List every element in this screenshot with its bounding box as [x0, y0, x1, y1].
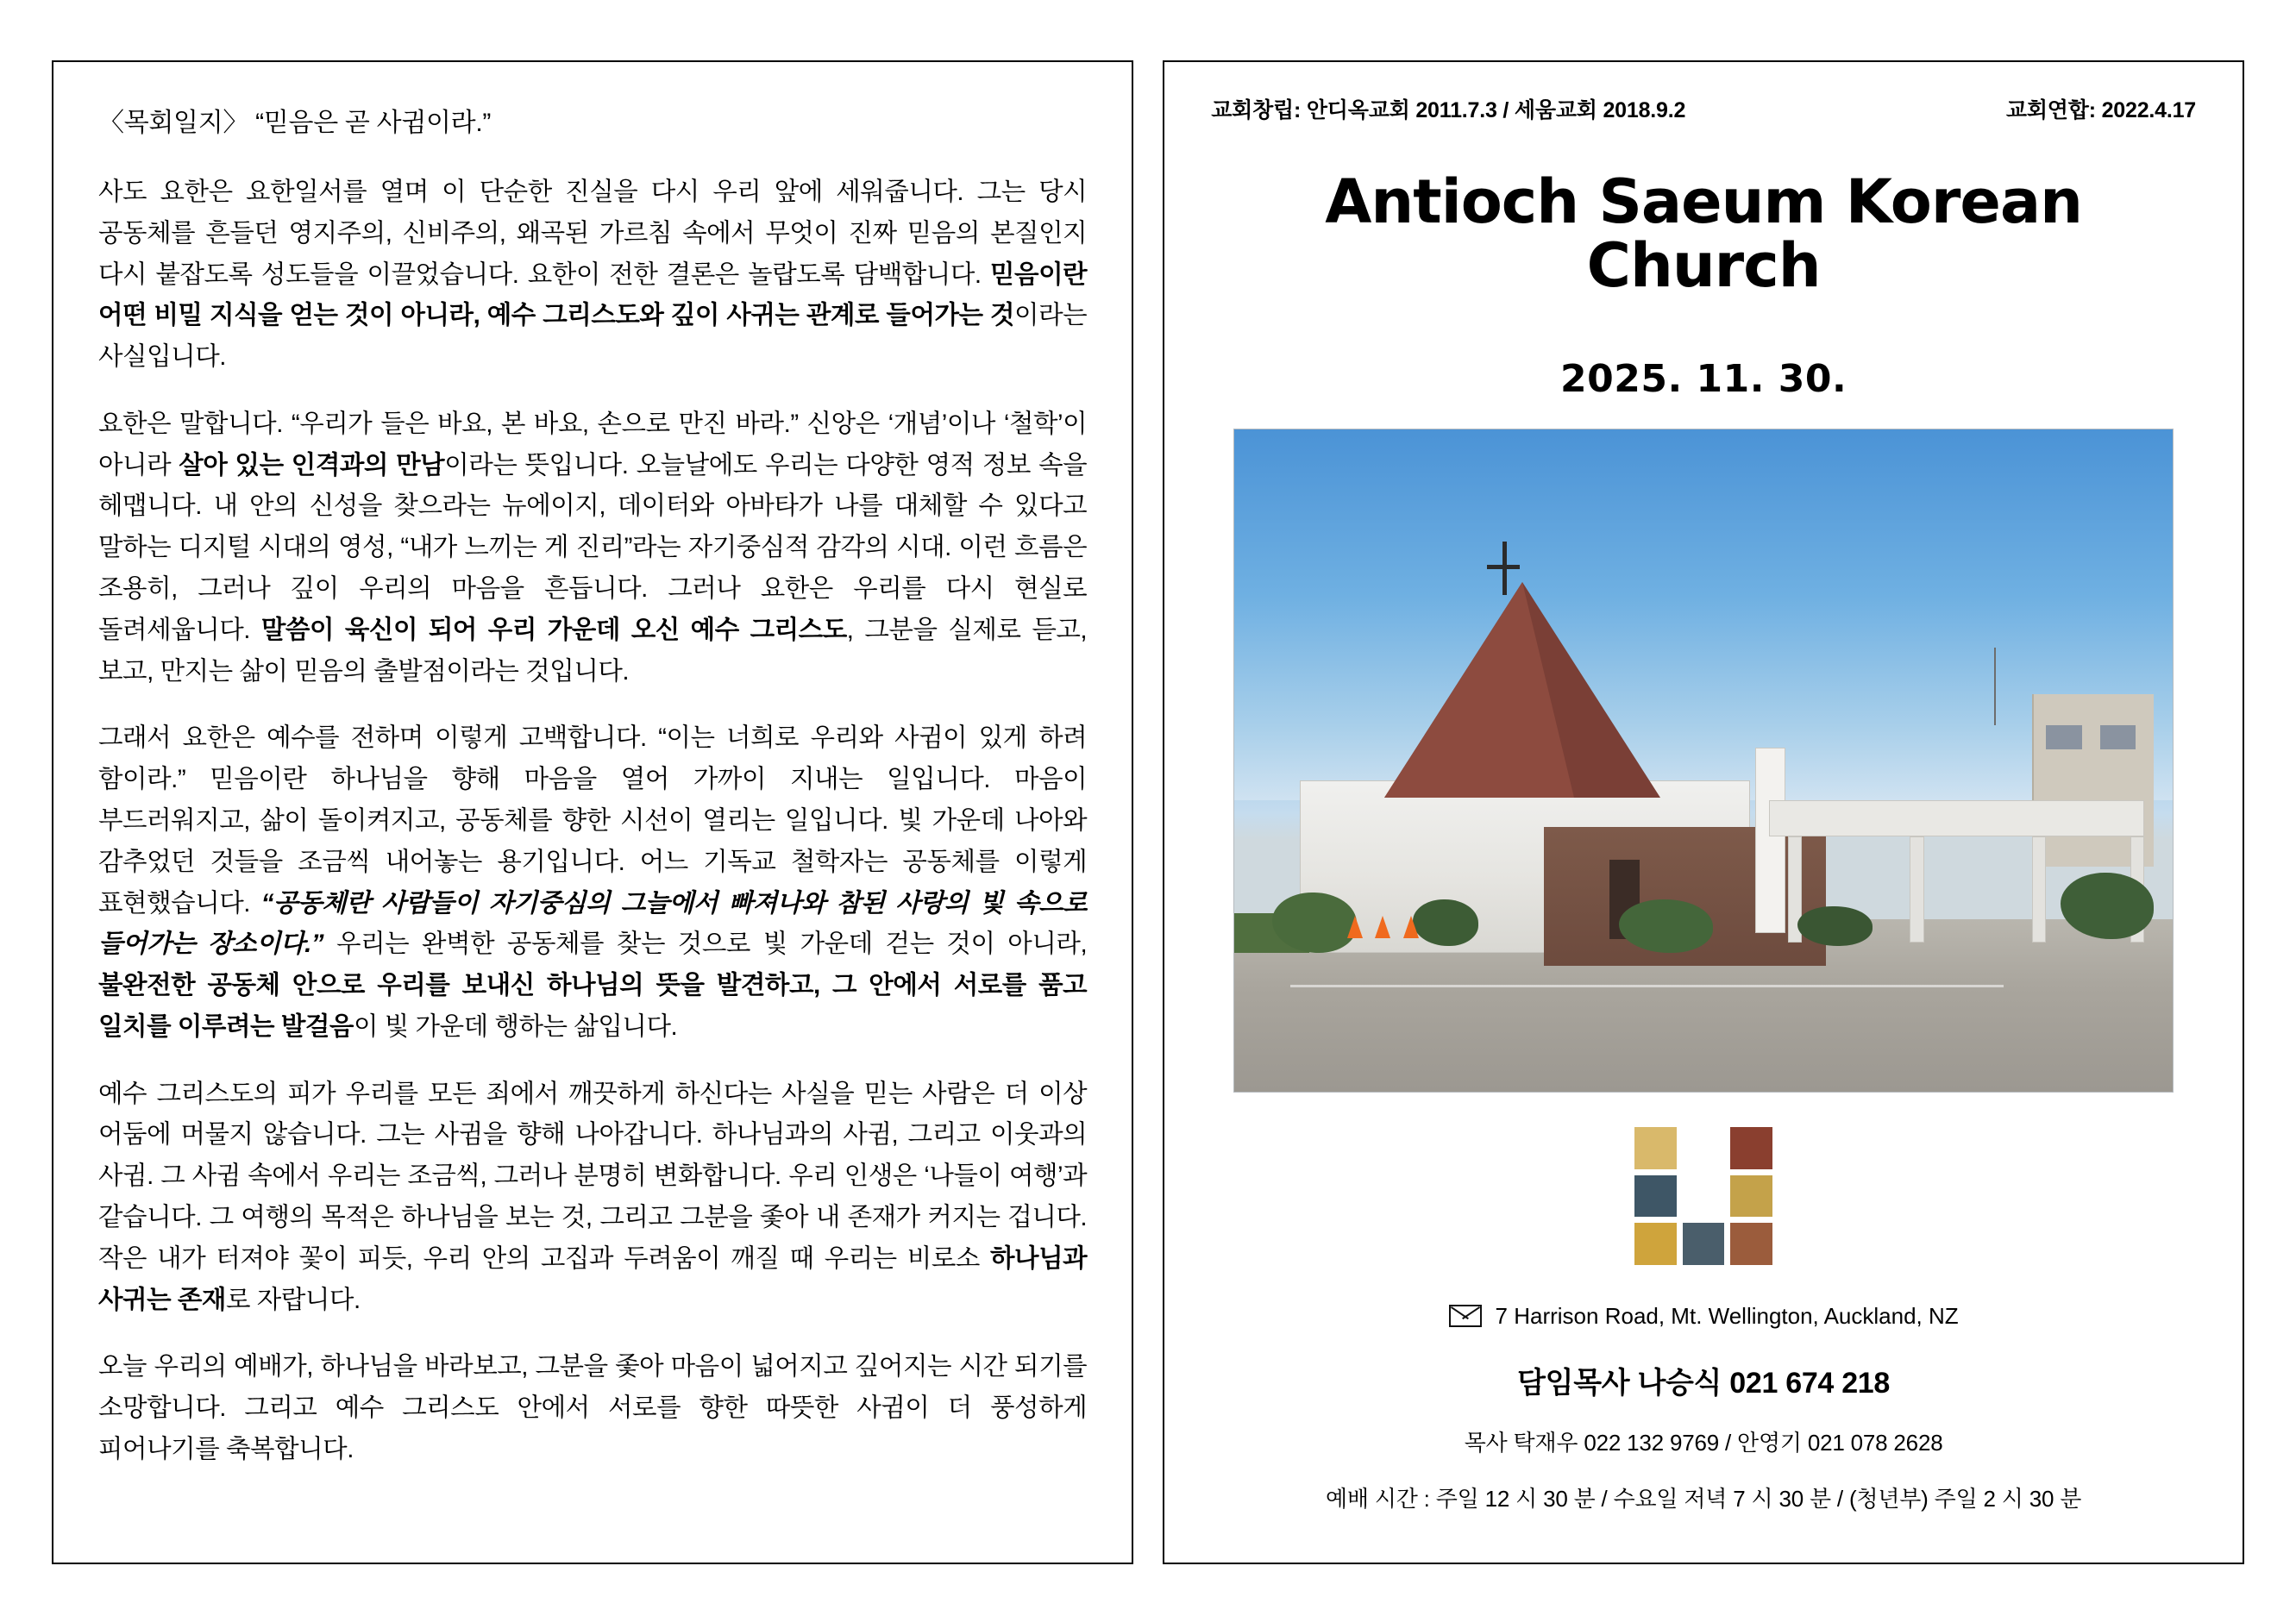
canopy-post	[1910, 836, 1923, 943]
traffic-cone	[1347, 916, 1363, 938]
senior-pastor-contact: 담임목사 나승식 021 674 218	[1517, 1366, 1891, 1400]
canopy-roof	[1769, 800, 2144, 836]
pastor-journal-panel	[52, 60, 1133, 1564]
service-times: 예배 시간 : 주일 12 시 30 분 / 수요일 저녁 7 시 30 분 / (청년부) 주일 2 시 30 분	[1325, 1485, 2082, 1512]
journal-text-run: 예수 그리스도의 피가 우리를 모든 죄에서 깨끗하게 하신다는 사실을 믿는 사람은 더 이상 어둠에 머물지 않습니다. 그는 사귐을 향해 나아갑니다. 하나님과의 사귐, 그리고 이웃과의 사귐. 그 사귐 속에서 우리는 조금씩, 그러나 분명히 변화합니다. 우리 인생은 ‘나들이 여행’과 같습니다. 그 여행의 목적은 하나님을 보는 것, 그리고 그분을 좇아 내 존재가 커지는 겁니다. 작은 내가 터져야 꽃이 피듯, 우리 안의 고집과 두려움이 깨질 때 우리는 비로소	[98, 1079, 1088, 1273]
journal-text-run: 불완전한 공동체 안으로 우리를 보내신 하나님의 뜻을 발견하고, 그 안에서 서로를 품고 일치를 이루려는 발걸음	[98, 971, 1088, 1041]
logo-tile	[1730, 1127, 1772, 1169]
canopy-post	[2032, 836, 2046, 943]
journal-text-run: 이 빛 가운데 행하는 삶입니다.	[353, 1012, 678, 1041]
church-logo	[1634, 1127, 1772, 1265]
cross-icon-bar	[1487, 565, 1520, 569]
pastor-journal-body	[98, 172, 1087, 1470]
logo-tile	[1634, 1223, 1677, 1265]
logo-tile	[1683, 1127, 1725, 1169]
logo-tile	[1683, 1223, 1725, 1265]
bush	[1619, 899, 1713, 952]
journal-text-run: , 그분을 실제로 듣고, 보고, 만지는 삶이 믿음의 출발점이라는 것입니다.	[98, 615, 1088, 686]
logo-tile	[1634, 1127, 1677, 1169]
journal-text-run: 오늘 우리의 예배가, 하나님을 바라보고, 그분을 좇아 마음이 넓어지고 깊어지는 시간 되기를 소망합니다. 그리고 예수 그리스도 안에서 서로를 향한 따뜻한 사귐이 더 풍성하게 피어나기를 축복합니다.	[98, 1352, 1088, 1463]
journal-paragraph	[98, 172, 1087, 378]
journal-text-run: 요한은 말합니다. “우리가 들은 바요, 본 바요, 손으로 만진 바라.” 신앙은 ‘개념’이나 ‘철학’이 아니라	[98, 409, 1088, 479]
journal-paragraph	[98, 1074, 1087, 1321]
logo-tile	[1730, 1175, 1772, 1218]
pastor-journal-title: 〈목회일지〉 “믿음은 곧 사귐이라.”	[98, 109, 492, 137]
founding-text: 교회창립: 안디옥교회 2011.7.3 / 세움교회 2018.9.2	[1211, 98, 1686, 122]
journal-text-run: 로 자랍니다.	[225, 1285, 361, 1314]
staff-contact: 목사 탁재우 022 132 9769 / 안영기 021 078 2628	[1464, 1429, 1943, 1456]
journal-text-run: “공동체란 사람들이 자기중심의 그늘에서 빠져나와 참된 사랑의 빛 속으로 들어가는 장소이다.”	[98, 888, 1088, 959]
journal-paragraph	[98, 404, 1087, 692]
church-roof-shade	[1384, 582, 1574, 798]
founding-row	[1199, 93, 2208, 124]
journal-text-run: 우리는 완벽한 공동체를 찾는 것으로 빛 가운데 걷는 것이 아니라,	[323, 930, 1088, 959]
traffic-cone	[1403, 916, 1419, 938]
church-building-photo	[1233, 429, 2174, 1093]
church-name: Antioch Saeum Korean Church	[1325, 166, 2082, 301]
journal-text-run: 이라는 뜻입니다. 오늘날에도 우리는 다양한 영적 정보 속을 헤맵니다. 내 안의 신성을 찾으라는 뉴에이지, 데이터와 아바타가 나를 대체할 수 있다고 말하는 디지털 시대의 영성, “내가 느끼는 게 진리”라는 자기중심적 감각의 시대. 이런 흐름은 조용히, 그러나 깊이 우리의 마음을 흔듭니다. 그러나 요한은 우리를 다시 현실로 돌려세웁니다.	[98, 450, 1088, 644]
union-text: 교회연합: 2022.4.17	[2005, 98, 2196, 122]
journal-paragraph	[98, 717, 1087, 1047]
envelope-icon	[1449, 1305, 1482, 1327]
antenna	[1994, 648, 1996, 725]
logo-tile	[1730, 1223, 1772, 1265]
journal-paragraph	[98, 1346, 1087, 1469]
church-address: 7 Harrison Road, Mt. Wellington, Auckland, NZ	[1495, 1302, 1959, 1329]
traffic-cone	[1375, 916, 1390, 938]
church-cover-panel	[1163, 60, 2244, 1564]
logo-tile	[1683, 1175, 1725, 1218]
journal-text-run: 하나님과 사귀는 존재	[98, 1243, 1088, 1314]
journal-text-run: 믿음이란 어떤 비밀 지식을 얻는 것이 아니라, 예수 그리스도와 깊이 사귀는 관계로 들어가는 것	[98, 260, 1088, 330]
address-row	[1449, 1303, 1959, 1330]
journal-text-run: 사도 요한은 요한일서를 열며 이 단순한 진실을 다시 우리 앞에 세워줍니다. 그는 당시 공동체를 흔들던 영지주의, 신비주의, 왜곡된 가르침 속에서 무엇이 진짜 믿음의 본질인지 다시 붙잡도록 성도들을 이끌었습니다. 요한이 전한 결론은 놀랍도록 담백합니다.	[98, 178, 1088, 289]
journal-text-run: 이라는 사실입니다.	[98, 301, 1088, 372]
entry-pillar	[1755, 748, 1785, 933]
bulletin-date: 2025. 11. 30.	[1559, 356, 1847, 401]
journal-text-run: 말씀이 육신이 되어 우리 가운데 오신 예수 그리스도	[260, 615, 847, 644]
journal-text-run: 살아 있는 인격과의 만남	[179, 450, 445, 479]
logo-tile	[1634, 1175, 1677, 1218]
journal-text-run: 그래서 요한은 예수를 전하며 이렇게 고백합니다. “이는 너희로 우리와 사귐이 있게 하려 함이라.” 믿음이란 하나님을 향해 마음을 열어 가까이 지내는 일입니다. 마음이 부드러워지고, 삶이 돌이켜지고, 공동체를 향한 시선이 열리는 일입니다. 빛 가운데 나아와 감추었던 것들을 조금씩 내어놓는 용기입니다. 어느 기독교 철학자는 공동체를 이렇게 표현했습니다.	[98, 723, 1088, 918]
